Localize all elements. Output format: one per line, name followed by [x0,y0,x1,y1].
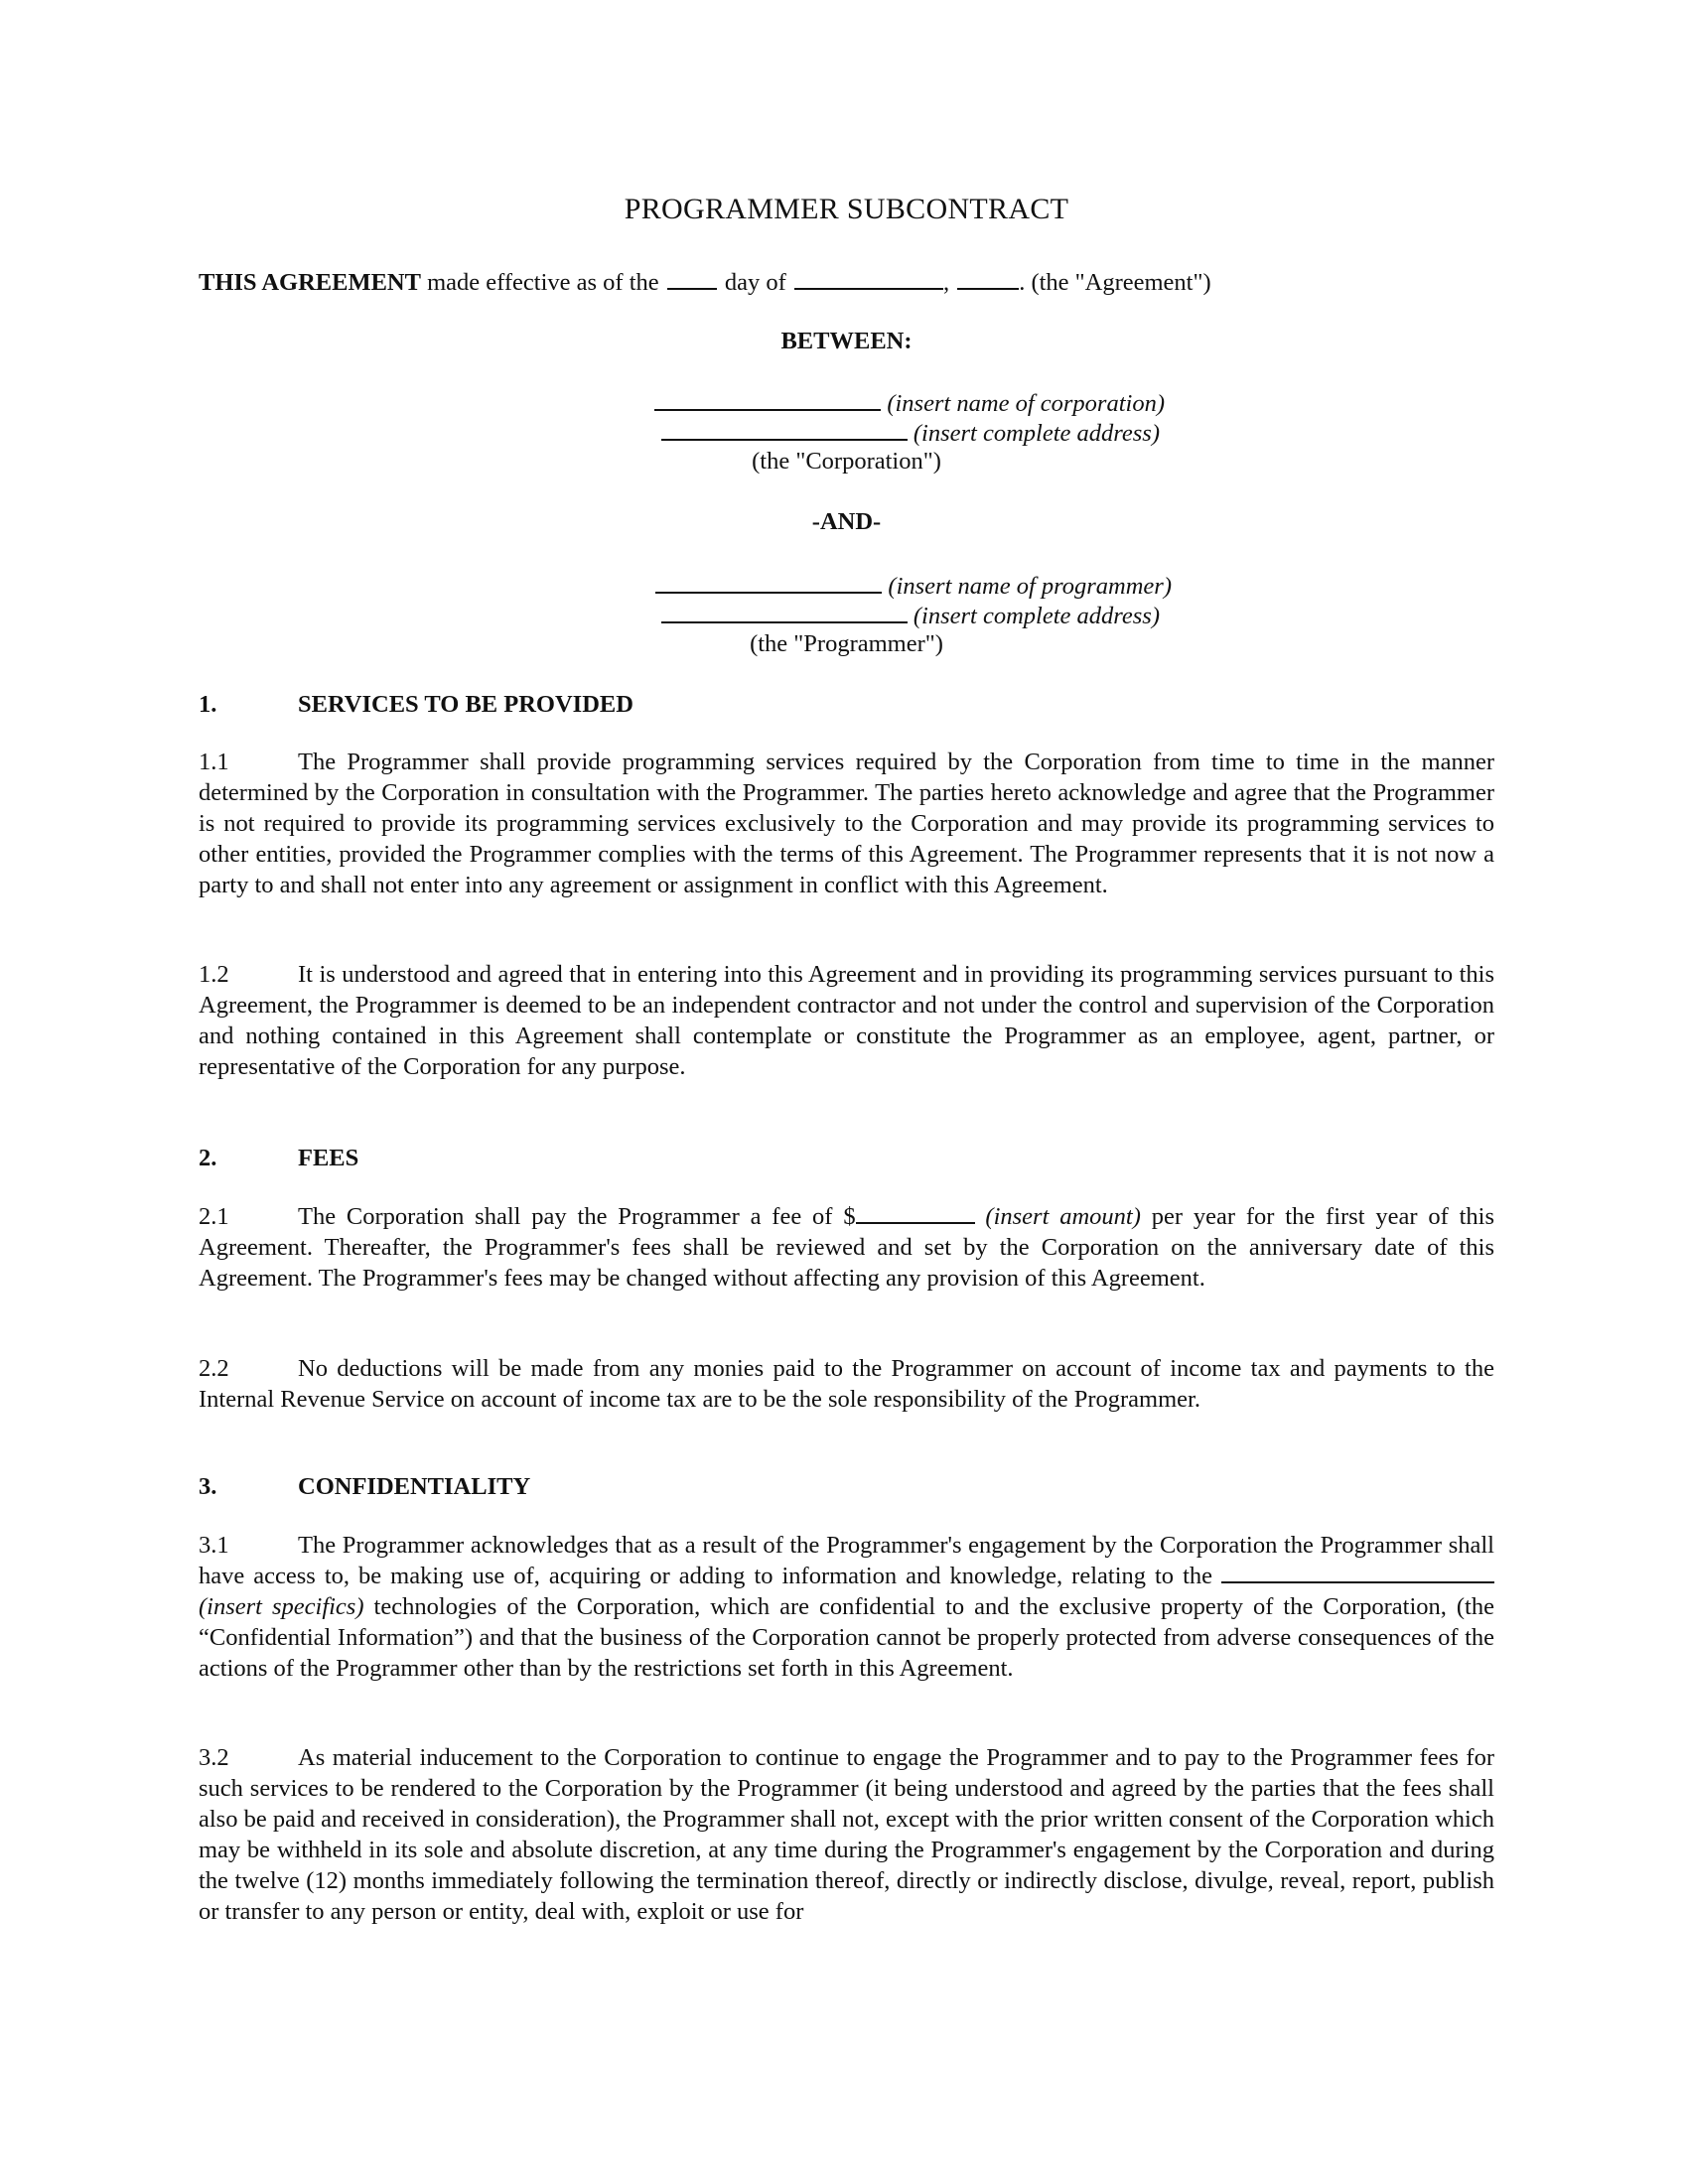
clause-text: It is understood and agreed that in entering into this Agreement and in providing its programming services pursuant to this Agreement, the Programmer is deemed to be an independent contractor and not under the control and supervision of the Corporation and nothing contained in this Agreement shall contemplate or constitute the Programmer as an employee, agent, partner, or representative of the Corporation for any purpose. [199,961,1494,1080]
programmer-defined-term: (the "Programmer") [750,630,943,657]
section-1-heading [199,691,633,719]
intro-text-3: , [942,269,950,296]
clause-text: The Programmer shall provide programming services required by the Corporation from time to time in the manner determined by the Corporation in consultation with the Programmer. The parties hereto acknowledge and agree that the Programmer is not required to provide its programming services exclusively to the Corporation and may provide its programming services to other entities, provided the Programmer complies with the terms of this Agreement. The Programmer represents that it is not now a party to and shall not enter into any agreement or assignment in conflict with this Agreement. [199,749,1494,898]
programmer-address-line [661,600,1160,630]
section-number: 3. [199,1473,217,1500]
clause-text-before: The Corporation shall pay the Programmer a fee of $ [298,1203,856,1230]
and-label: -AND- [811,508,882,535]
clause-number: 2.2 [199,1355,229,1382]
corporation-address-line [661,417,1160,448]
clause-1-2 [199,959,1494,1082]
programmer-name-blank-field[interactable] [655,570,882,594]
clause-2-1 [199,1201,1494,1294]
clause-text: No deductions will be made from any monies paid to the Programmer on account of income tax and payments to the Internal Revenue Service on account of income tax are to be the sole responsibility of the Programmer. [199,1355,1494,1413]
clause-hint: (insert amount) [985,1203,1141,1230]
month-blank-field[interactable] [794,266,943,290]
between-label: BETWEEN: [780,328,913,354]
corporation-name-blank-field[interactable] [654,387,881,411]
programmer-name-line [655,570,1172,601]
section-title: FEES [298,1145,359,1171]
year-blank-field[interactable] [957,266,1019,290]
clause-3-1 [199,1530,1494,1684]
clause-1-1 [199,747,1494,900]
section-title: CONFIDENTIALITY [298,1473,531,1500]
programmer-address-hint: (insert complete address) [913,603,1160,629]
document-title: PROGRAMMER SUBCONTRACT [624,193,1069,225]
programmer-name-hint: (insert name of programmer) [888,573,1172,600]
section-number: 1. [199,691,217,718]
intro-bold-lead: THIS AGREEMENT [199,269,421,296]
clause-text-after: technologies of the Corporation, which are confidential to and the exclusive property of the Corporation, (the “Confidential Information”) and that the business of the Corporation cannot be properly protected from adverse consequences of the actions of the Programmer other than by the restrictions set forth in this Agreement. [199,1593,1494,1682]
corporation-name-hint: (insert name of corporation) [887,390,1165,417]
specifics-blank-field[interactable] [1221,1562,1494,1583]
clause-3-2 [199,1742,1494,1927]
corporation-defined-term: (the "Corporation") [752,448,941,475]
corporation-address-blank-field[interactable] [661,417,908,441]
section-3-heading [199,1473,530,1501]
intro-text-4: . (the "Agreement") [1019,269,1211,296]
clause-text-before: The Programmer acknowledges that as a result of the Programmer's engagement by the Corporation the Programmer shall have access to, be making use of, acquiring or adding to information and knowledge, relating to the [199,1532,1494,1589]
clause-number: 1.2 [199,961,229,988]
section-number: 2. [199,1145,217,1171]
clause-number: 3.2 [199,1744,229,1771]
section-2-heading [199,1145,358,1172]
agreement-intro-line [199,266,1494,297]
intro-text-1: made effective as of the [427,269,659,296]
clause-number: 1.1 [199,749,229,775]
corporation-name-line [654,387,1165,418]
intro-text-2: day of [724,269,786,296]
clause-text-after: per year for the first year of this Agreement. Thereafter, the Programmer's fees shall be reviewed and set by the Corporation on the anniversary date of this Agreement. The Programmer's fees may be changed without affecting any provision of this Agreement. [199,1203,1494,1292]
day-blank-field[interactable] [667,266,717,290]
clause-text: As material inducement to the Corporation to continue to engage the Programmer and to pay to the Programmer fees for such services to be rendered to the Corporation by the Programmer (it being understood and agreed by the parties that the fees shall also be paid and received in consideration), the Programmer shall not, except with the prior written consent of the Corporation which may be withheld in its sole and absolute discretion, at any time during the Programmer's engagement by the Corporation and during the twelve (12) months immediately following the termination thereof, directly or indirectly disclose, divulge, reveal, report, publish or transfer to any person or entity, deal with, exploit or use for [199,1744,1494,1925]
programmer-address-blank-field[interactable] [661,600,908,623]
clause-hint: (insert specifics) [199,1593,364,1620]
clause-2-2 [199,1353,1494,1415]
clause-number: 2.1 [199,1203,229,1230]
fee-amount-blank-field[interactable] [856,1202,975,1224]
section-title: SERVICES TO BE PROVIDED [298,691,633,718]
clause-number: 3.1 [199,1532,229,1559]
corporation-address-hint: (insert complete address) [913,420,1160,447]
